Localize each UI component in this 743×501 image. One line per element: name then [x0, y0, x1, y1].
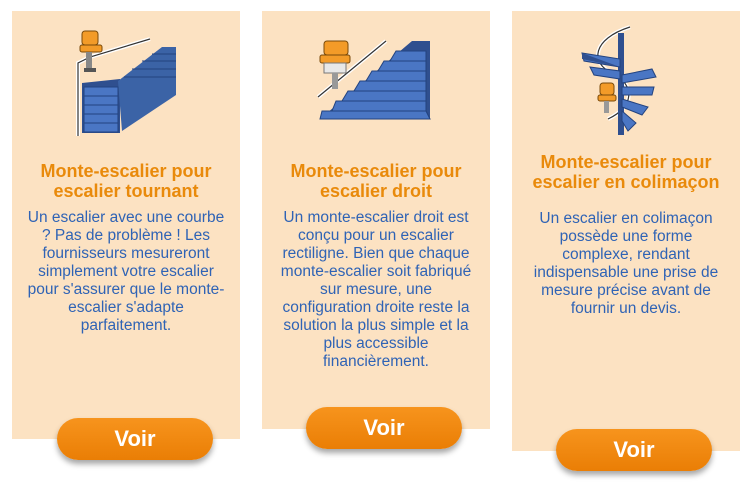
card-description: Un escalier en colimaçon possède une forme complexe, rendant indispensable une prise de mesure précise avant de fournir un devis. [533, 210, 719, 317]
voir-button-curved[interactable]: Voir [57, 418, 213, 460]
card-description: Un escalier avec une courbe ? Pas de problème ! Les fournisseurs mesureront simplement votre escalier pour s'assurer que le monte-escalier s'adapte parfaitement. [27, 209, 225, 334]
card-title: Monte-escalier pour escalier en colimaçon [532, 152, 720, 192]
voir-button-straight[interactable]: Voir [306, 407, 462, 449]
card-spiral-stair [512, 11, 740, 451]
curved-stairlift-icon [12, 11, 240, 161]
card-title: Monte-escalier pour escalier tournant [40, 161, 212, 201]
card-description: Un monte-escalier droit est conçu pour un escalier rectiligne. Bien que chaque monte-escalier soit fabriqué sur mesure, une configuration droite reste la solution la plus simple et la plus accessible financièrement. [280, 209, 472, 370]
card-straight-stair [262, 11, 490, 429]
card-title: Monte-escalier pour escalier droit [290, 161, 462, 201]
card-curved-stair [12, 11, 240, 439]
voir-button-spiral[interactable]: Voir [556, 429, 712, 471]
straight-stairlift-icon [262, 11, 490, 161]
spiral-stairlift-icon [512, 11, 740, 161]
